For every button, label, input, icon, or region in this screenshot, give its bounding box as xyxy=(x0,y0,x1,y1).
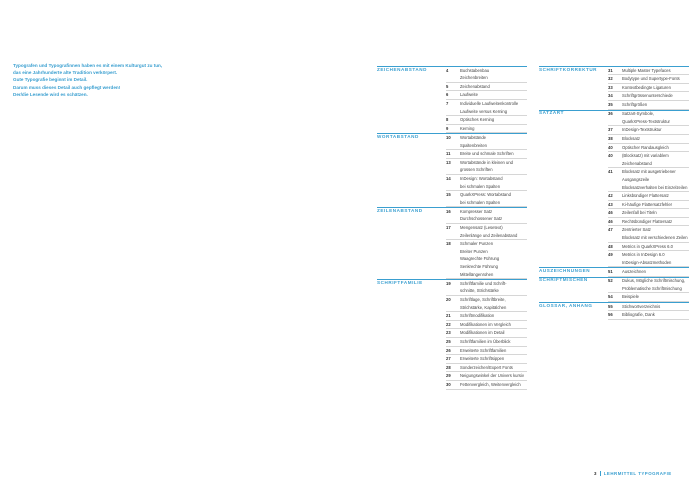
toc-entry[interactable] xyxy=(446,355,527,364)
toc-entry[interactable] xyxy=(446,134,527,150)
page-ref: 35 xyxy=(608,101,613,107)
page-ref: 11 xyxy=(446,151,451,157)
page-ref: 18 xyxy=(446,241,451,247)
page-ref: 42 xyxy=(608,193,613,199)
page-ref: 55 xyxy=(608,303,613,309)
entry-title: InDesign: Wortabstand xyxy=(460,175,503,181)
toc-entry[interactable] xyxy=(446,150,527,159)
entry-title: Modifikationen im Detail xyxy=(460,330,505,336)
entry-title: InDesign-Absatzmethoden xyxy=(622,259,672,265)
entry-title: Schriftlage, Schriftbreite, xyxy=(460,297,506,302)
toc-entry[interactable] xyxy=(446,100,527,116)
page-ref: 36 xyxy=(608,111,613,117)
entry-title: (Blocksatz) mit variablem xyxy=(622,153,669,159)
entry-title: Strichstärke, Kapitälchen xyxy=(460,304,507,310)
section-heading: SCHRIFTFAMILIE xyxy=(377,279,423,285)
page-ref: 15 xyxy=(446,192,451,198)
toc-entry[interactable] xyxy=(608,303,689,312)
toc-entry[interactable] xyxy=(446,347,527,356)
section-heading: SATZART xyxy=(539,110,564,116)
page-ref: 38 xyxy=(608,135,613,141)
page-ref: 46 xyxy=(608,210,613,216)
page-ref: 25 xyxy=(446,338,451,344)
entry-title: bei schmalen Spalten xyxy=(460,199,501,205)
entry-title: Schriftgrößen xyxy=(622,101,648,107)
entry-title: Stichwortverzeichnis xyxy=(622,303,661,309)
entry-title: Sonderzeichen/Expert Fonts xyxy=(460,364,513,370)
entry-title: Wortabstände xyxy=(460,134,486,140)
toc-section xyxy=(377,208,527,279)
page-ref: 30 xyxy=(446,381,451,387)
toc-entry[interactable] xyxy=(446,91,527,100)
page-ref: 19 xyxy=(446,280,451,286)
toc-section xyxy=(539,303,689,320)
page-ref: 46 xyxy=(608,218,613,224)
intro-text xyxy=(13,62,233,98)
page-ref: 52 xyxy=(608,278,613,284)
toc-entry[interactable] xyxy=(608,168,689,192)
page-ref: 23 xyxy=(446,330,451,336)
entry-title: Erweiterte Schriftfamilien xyxy=(460,347,507,353)
page-ref: 7 xyxy=(446,100,449,106)
toc-entry[interactable] xyxy=(446,175,527,191)
footer-divider xyxy=(600,471,601,476)
entry-title: Metrics in InDesign 6.0 xyxy=(622,252,665,258)
section-heading: SCHRIFTMISCHEN xyxy=(539,277,588,283)
entry-title: Schriftgrössenunterschiede xyxy=(622,93,673,99)
intro-line: das eine Jahrhunderte alte Tradition verkörpert. xyxy=(13,70,118,76)
toc-entry[interactable] xyxy=(608,226,689,242)
entry-title: Waagrechte Führung xyxy=(460,256,500,262)
toc-entry[interactable] xyxy=(446,338,527,347)
toc-entry[interactable] xyxy=(608,251,689,267)
entry-title: Satzart-Symbole, xyxy=(622,111,655,117)
section-heading: WORTABSTAND xyxy=(377,133,419,139)
entry-title: Blocksatz mit ausgetriebener xyxy=(622,169,676,175)
entry-title: Schriftfamilien im Überblick xyxy=(460,338,511,344)
page-ref: 31 xyxy=(608,67,613,73)
entry-title: Blocksatz mit verschiedenen Zeilen xyxy=(622,235,688,241)
section-heading: AUSZEICHNUNGEN xyxy=(539,268,591,274)
toc-entry[interactable] xyxy=(608,101,689,110)
entry-title: Laufweite xyxy=(460,92,478,98)
page-ref: 22 xyxy=(446,321,451,327)
entry-title: Metrics in QuarkXPress 6.0 xyxy=(622,243,673,249)
entry-title: Mittellängenrohen xyxy=(460,271,494,277)
entry-title: Kontextbedingte Ligaturen xyxy=(622,84,671,90)
page-ref: 43 xyxy=(608,201,613,207)
toc-entry[interactable] xyxy=(608,268,689,277)
page-ref: 56 xyxy=(608,312,613,318)
toc-section xyxy=(539,268,689,277)
toc-entry[interactable] xyxy=(608,67,689,76)
toc-entry[interactable] xyxy=(608,209,689,218)
toc-entry[interactable] xyxy=(608,293,689,302)
page-ref: 26 xyxy=(446,347,451,353)
entry-title: Blocksatzverhalten bei Einzelzeilen xyxy=(622,184,688,190)
toc-entry[interactable] xyxy=(446,83,527,92)
section-heading: SCHRIFTKORREKTUR xyxy=(539,66,598,72)
toc-entry[interactable] xyxy=(446,280,527,296)
entry-title: Durchschossener Satz xyxy=(460,216,503,222)
entry-title: Senkrechte Führung xyxy=(460,264,498,270)
page-number: 3 xyxy=(594,471,597,476)
toc-entry[interactable] xyxy=(446,321,527,330)
page-ref: 51 xyxy=(608,269,613,275)
entry-title: Zeilenlänge und Zeilenabstand xyxy=(460,232,518,238)
toc-entry[interactable] xyxy=(608,201,689,210)
toc-entry[interactable] xyxy=(608,92,689,101)
page-ref: 20 xyxy=(446,297,451,302)
entry-title: Linksbündiger Flattersatz xyxy=(622,193,669,199)
toc-entry[interactable] xyxy=(608,218,689,227)
page-ref: 47 xyxy=(608,227,613,233)
toc-column-right xyxy=(539,66,689,320)
page-ref: 16 xyxy=(446,208,451,214)
toc-entry[interactable] xyxy=(446,364,527,373)
toc-entry[interactable] xyxy=(446,191,527,207)
entry-title: Ausgangszeile xyxy=(622,176,650,182)
entry-title: Kerning xyxy=(460,125,475,131)
entry-title: Schmaler Punzen xyxy=(460,241,494,247)
toc-section xyxy=(377,67,527,134)
entry-title: Rechtsbündiger Flattersatz xyxy=(622,218,673,224)
entry-title: Optisches Kerning xyxy=(460,117,495,123)
section-heading: ZEILENABSTAND xyxy=(377,207,423,213)
entry-title: Zeichenabstand xyxy=(622,160,652,166)
entry-title: Modifikationen im Vergleich xyxy=(460,321,511,327)
toc-entry[interactable] xyxy=(446,381,527,390)
page-ref: 17 xyxy=(446,225,451,231)
section-heading: GLOSSAR, ANHANG xyxy=(539,302,593,308)
toc-entry[interactable] xyxy=(608,135,689,144)
page-ref: 40 xyxy=(608,144,613,150)
page-ref: 40 xyxy=(608,153,613,159)
entry-title: Dukus, Mögliche Schriftmischung, xyxy=(622,278,686,284)
page-ref: 54 xyxy=(608,294,613,300)
entry-title: Laufweite versus Kerning xyxy=(460,108,508,114)
page-ref: 41 xyxy=(608,169,613,175)
toc-entry[interactable] xyxy=(446,125,527,134)
page-ref: 33 xyxy=(608,84,613,90)
entry-title: QuarkXPress-Textstruktur xyxy=(622,118,670,124)
toc-section xyxy=(539,110,689,267)
toc-section xyxy=(377,134,527,207)
toc-entry[interactable] xyxy=(608,144,689,153)
entry-title: Optischer Randausgleich xyxy=(622,144,669,150)
entry-title: Schriftmodifikation xyxy=(460,313,495,319)
intro-line: Darum muss dieses Detail auch gepflegt werden! xyxy=(13,84,121,90)
entry-title: Wortabstände in kleinen und xyxy=(460,159,514,165)
page-ref: 6 xyxy=(446,92,449,98)
page-ref: 14 xyxy=(446,175,451,181)
entry-title: Spaltenbreiten xyxy=(460,142,488,148)
entry-title: Neigungswinkel der Univers kursiv xyxy=(460,373,525,379)
entry-title: Zeichenabstand xyxy=(460,83,490,89)
page-ref: 10 xyxy=(446,134,451,140)
toc-entry[interactable] xyxy=(608,243,689,252)
toc-section xyxy=(539,277,689,302)
entry-title: schnitte, Strichstärke xyxy=(460,288,499,294)
toc-entry[interactable] xyxy=(446,296,527,312)
page-ref: 49 xyxy=(608,252,613,258)
toc-entry[interactable] xyxy=(446,116,527,125)
entry-title: Breite und schmale Schriften xyxy=(460,151,514,157)
page-ref: 34 xyxy=(608,93,613,99)
toc-entry[interactable] xyxy=(608,152,689,168)
page-footer xyxy=(594,471,672,476)
toc-entry[interactable] xyxy=(446,67,527,83)
toc-entry[interactable] xyxy=(446,224,527,240)
page-ref: 13 xyxy=(446,159,451,165)
toc-entry[interactable] xyxy=(446,329,527,338)
footer-title: LEHRMITTEL TYPOGRAFIE xyxy=(603,471,672,476)
entry-title: Breiter Punzen xyxy=(460,248,488,254)
page-ref: 5 xyxy=(446,83,449,89)
entry-title: grossen Schriften xyxy=(460,167,493,173)
entry-title: Bibliografie, Dank xyxy=(622,312,655,318)
entry-title: InDesign-Textstruktur xyxy=(622,127,662,133)
entry-title: bei schmalen Spalten xyxy=(460,183,501,189)
entry-title: Multiple Master Typefaces xyxy=(622,67,671,73)
page-ref: 4 xyxy=(446,67,449,73)
toc-section xyxy=(377,280,527,390)
entry-title: Individuelle Laufweitenkontrolle xyxy=(460,100,519,106)
toc-entry[interactable] xyxy=(608,311,689,320)
intro-line: Gute Typografie beginnt im Detail. xyxy=(13,77,88,83)
page-ref: 27 xyxy=(446,356,451,362)
toc-entry[interactable] xyxy=(446,208,527,224)
entry-title: Problematische Schriftmischung xyxy=(622,285,682,291)
entry-title: Erweiterte Schriftsippen xyxy=(460,356,505,362)
toc-entry[interactable] xyxy=(446,159,527,175)
toc-section xyxy=(539,67,689,110)
entry-title: Fettenvergleich, Weitenvergleich xyxy=(460,381,521,387)
entry-title: Bodytype und Supertype-Fonts xyxy=(622,76,680,82)
toc-entry[interactable] xyxy=(608,110,689,126)
page-ref: 28 xyxy=(446,364,451,370)
entry-title: Zeilenfall bei Titeln xyxy=(622,210,657,216)
intro-line: Typografen und Typografinnen haben es mit einem Kulturgut zu tun, xyxy=(13,63,163,68)
page-ref: 37 xyxy=(608,127,613,133)
page-ref: 29 xyxy=(446,373,451,379)
toc-entry[interactable] xyxy=(608,84,689,93)
toc-entry[interactable] xyxy=(446,240,527,279)
entry-title: Schriftfamilie und Schrift- xyxy=(460,280,507,286)
toc-entry[interactable] xyxy=(608,192,689,201)
intro-line: Der/die Lesende wird es schätzen. xyxy=(13,91,88,97)
page-ref: 8 xyxy=(446,117,449,123)
entry-title: Zentrierter Satz xyxy=(622,227,651,233)
entry-title: Auszeichnen xyxy=(622,269,646,275)
entry-title: Ki-häufige Flattersatzfehler xyxy=(622,201,673,207)
toc-entry[interactable] xyxy=(608,126,689,135)
entry-title: Kompresser Satz xyxy=(460,208,493,214)
entry-title: Zeichenbreiten xyxy=(460,75,488,81)
toc-entry[interactable] xyxy=(446,312,527,321)
entry-title: Blocksatz xyxy=(622,135,640,141)
toc-column-left xyxy=(377,66,527,390)
page-ref: 48 xyxy=(608,243,613,249)
section-heading: ZEICHENABSTAND xyxy=(377,66,427,72)
entry-title: Beispiele xyxy=(622,294,639,300)
entry-title: Mengensatz (Lesetext) xyxy=(460,225,503,231)
toc-entry[interactable] xyxy=(446,372,527,381)
entry-title: Buchstabenbau xyxy=(460,67,490,73)
entry-title: QuarkXPress: Wortabstand xyxy=(460,192,511,198)
page-ref: 21 xyxy=(446,313,451,319)
page-ref: 9 xyxy=(446,125,449,131)
toc-entry[interactable] xyxy=(608,277,689,293)
page-ref: 32 xyxy=(608,76,613,82)
toc-entry[interactable] xyxy=(608,75,689,84)
